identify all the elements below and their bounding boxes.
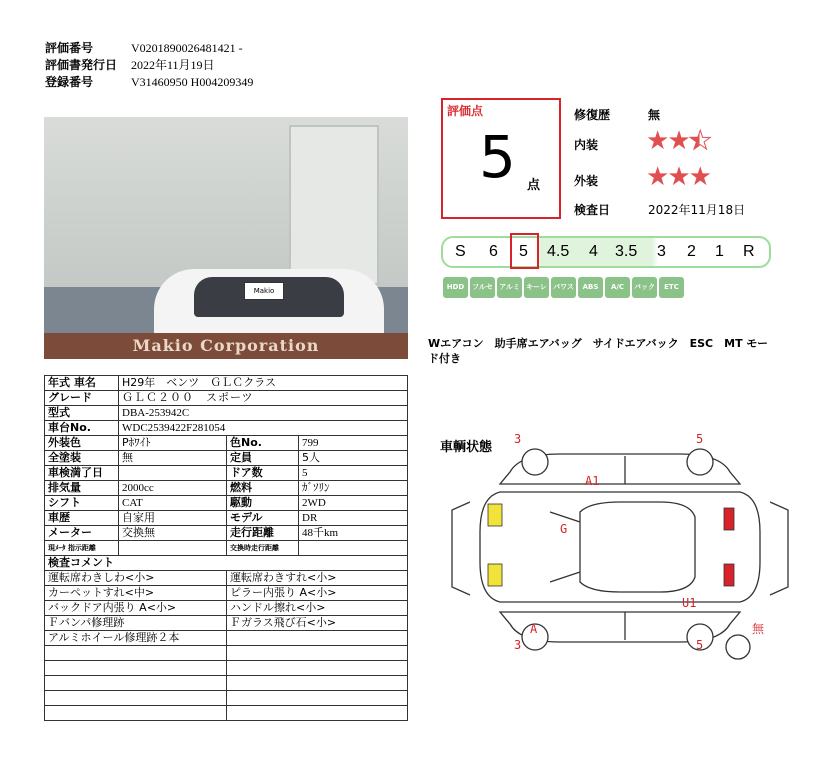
damage-mark: 3 (514, 432, 522, 446)
damage-mark: 5 (696, 432, 704, 446)
comment-item: ハンドル擦れ<小> (227, 601, 408, 616)
abs-icon: ABS (578, 277, 603, 298)
license-plate: Makio (244, 282, 284, 300)
comment-item: カーペットすれ<中> (45, 586, 227, 601)
comment-item: アルミホイール修理跡２本 (45, 631, 227, 646)
spec-value: 2WD (299, 496, 408, 511)
reg-no-label: 登録番号 (45, 75, 94, 89)
score-label: 評価点 (447, 104, 484, 118)
score-box (441, 98, 561, 219)
vehicle-condition-diagram (440, 432, 790, 662)
dealer-banner: Makio Corporation (44, 333, 408, 359)
star-icon: ★ (646, 162, 668, 192)
spec-value: WDC2539422F281054 (119, 421, 408, 436)
spec-value: 2000cc (119, 481, 227, 496)
spec-key: 車台No. (45, 421, 119, 436)
spec-key: 車検満了日 (45, 466, 119, 481)
etc-icon: ETC (659, 277, 684, 298)
comment-item: 運転席わきすれ<小> (227, 571, 408, 586)
comment-empty (45, 706, 227, 721)
comment-empty (45, 691, 227, 706)
comment-item: Ｆバンパ修理跡 (45, 616, 227, 631)
interior-label: 内装 (574, 138, 599, 152)
star-icon: ★ (688, 162, 710, 192)
spec-value: H29年 ベンツ ＧＬＣクラス (119, 376, 408, 391)
comment-empty (45, 661, 227, 676)
spec-key: モデル (227, 511, 299, 526)
spec-key: 交換時走行距離 (227, 541, 299, 556)
spec-key: 車歴 (45, 511, 119, 526)
spec-value: DBA-253942C (119, 406, 408, 421)
ac-icon: A/C (605, 277, 630, 298)
comment-empty (227, 691, 408, 706)
spec-value (119, 466, 227, 481)
spec-key: シフト (45, 496, 119, 511)
damage-mark: G (560, 522, 568, 536)
comment-item: 運転席わきしわ<小> (45, 571, 227, 586)
spec-key: 全塗装 (45, 451, 119, 466)
spec-value: 5人 (299, 451, 408, 466)
half-star-icon: ★ (688, 126, 710, 156)
spec-key: 燃料 (227, 481, 299, 496)
damage-mark: 5 (696, 638, 704, 652)
spec-key: 排気量 (45, 481, 119, 496)
grade-scale (441, 236, 771, 268)
comment-item: Ｆガラス飛び石<小> (227, 616, 408, 631)
score-unit: 点 (527, 178, 541, 193)
comment-empty (227, 676, 408, 691)
comment-empty (227, 646, 408, 661)
keyless-icon: キーレス (524, 277, 549, 298)
repair-label: 修復歴 (574, 108, 611, 122)
reg-no: V31460950 H004209349 (131, 75, 254, 89)
inspect-date: 2022年11月18日 (648, 203, 746, 217)
spec-value: 自家用 (119, 511, 227, 526)
spec-value: ＧＬＣ２００ スポーツ (119, 391, 408, 406)
vehicle-photo (44, 117, 408, 359)
star-icon: ★ (667, 126, 689, 156)
eval-no: V0201890026481421 - (131, 41, 243, 55)
interior-stars (646, 127, 710, 155)
grade-1: 1 (715, 243, 724, 260)
spec-table (44, 375, 408, 721)
comment-empty (227, 706, 408, 721)
damage-mark: A (530, 622, 538, 636)
eval-no-label: 評価番号 (45, 41, 94, 55)
damage-mark: A1 (585, 474, 600, 488)
grade-2: 2 (687, 243, 696, 260)
tv-icon: フルセグ TV (470, 277, 495, 298)
star-icon: ★ (667, 162, 689, 192)
grade-6: 6 (489, 243, 498, 260)
score-value: 5 (479, 123, 516, 191)
spec-key: メーター (45, 526, 119, 541)
comment-empty (45, 676, 227, 691)
issue-date-label: 評価書発行日 (45, 58, 118, 72)
grade-5: 5 (519, 243, 528, 260)
report-header (45, 40, 253, 91)
wheel-icon: アルミ (497, 277, 522, 298)
spec-key: 駆動 (227, 496, 299, 511)
spec-key: 色No. (227, 436, 299, 451)
spec-value: 無 (119, 451, 227, 466)
spec-value: 5 (299, 466, 408, 481)
comment-item: ピラー内張り A<小> (227, 586, 408, 601)
comment-item (227, 631, 408, 646)
comment-title: 検査コメント (45, 556, 408, 571)
grade-s: S (455, 243, 466, 260)
spec-key: 外装色 (45, 436, 119, 451)
selected-grade-marker (510, 233, 539, 269)
damage-mark: 3 (514, 638, 522, 652)
back-camera-icon: バック カメラ (632, 277, 657, 298)
car-outline-icon (440, 432, 790, 662)
comment-item: バックドア内張り A<小> (45, 601, 227, 616)
spec-key: 走行距離 (227, 526, 299, 541)
spec-value: 799 (299, 436, 408, 451)
power-slide-icon: パワスラ (551, 277, 576, 298)
equipment-text: Wエアコン 助手席エアバッグ サイドエアバック ESC MT モード付き (428, 337, 768, 365)
damage-mark: 無 (752, 622, 765, 636)
spec-key: 年式 車名 (45, 376, 119, 391)
grade-4: 4 (589, 243, 598, 260)
spec-value: 交換無 (119, 526, 227, 541)
spec-value (299, 541, 408, 556)
spec-value: DR (299, 511, 408, 526)
grade-3-5: 3.5 (615, 243, 638, 260)
comment-empty (45, 646, 227, 661)
grade-4-5: 4.5 (547, 243, 570, 260)
spec-value: Pﾎﾜｲﾄ (119, 436, 227, 451)
damage-mark: U1 (682, 596, 697, 610)
exterior-label: 外装 (574, 174, 599, 188)
spec-value: ｶﾞｿﾘﾝ (299, 481, 408, 496)
inspect-label: 検査日 (574, 203, 611, 217)
comment-empty (227, 661, 408, 676)
grade-3: 3 (657, 243, 666, 260)
spec-key: 現ﾒｰﾀ 指示距離 (45, 541, 119, 556)
spec-key: グレード (45, 391, 119, 406)
hdd-navi-icon: HDD ナビ (443, 277, 468, 298)
spec-value: CAT (119, 496, 227, 511)
diagram-title: 車輌状態 (440, 440, 493, 455)
grade-r: R (743, 243, 755, 260)
equipment-icons (443, 277, 684, 312)
spec-value (119, 541, 227, 556)
star-icon: ★ (646, 126, 668, 156)
spec-key: ドア数 (227, 466, 299, 481)
repair-value: 無 (648, 108, 661, 122)
spec-value: 48千km (299, 526, 408, 541)
exterior-stars (646, 163, 710, 191)
issue-date: 2022年11月19日 (131, 58, 215, 72)
spec-key: 定員 (227, 451, 299, 466)
spec-key: 型式 (45, 406, 119, 421)
